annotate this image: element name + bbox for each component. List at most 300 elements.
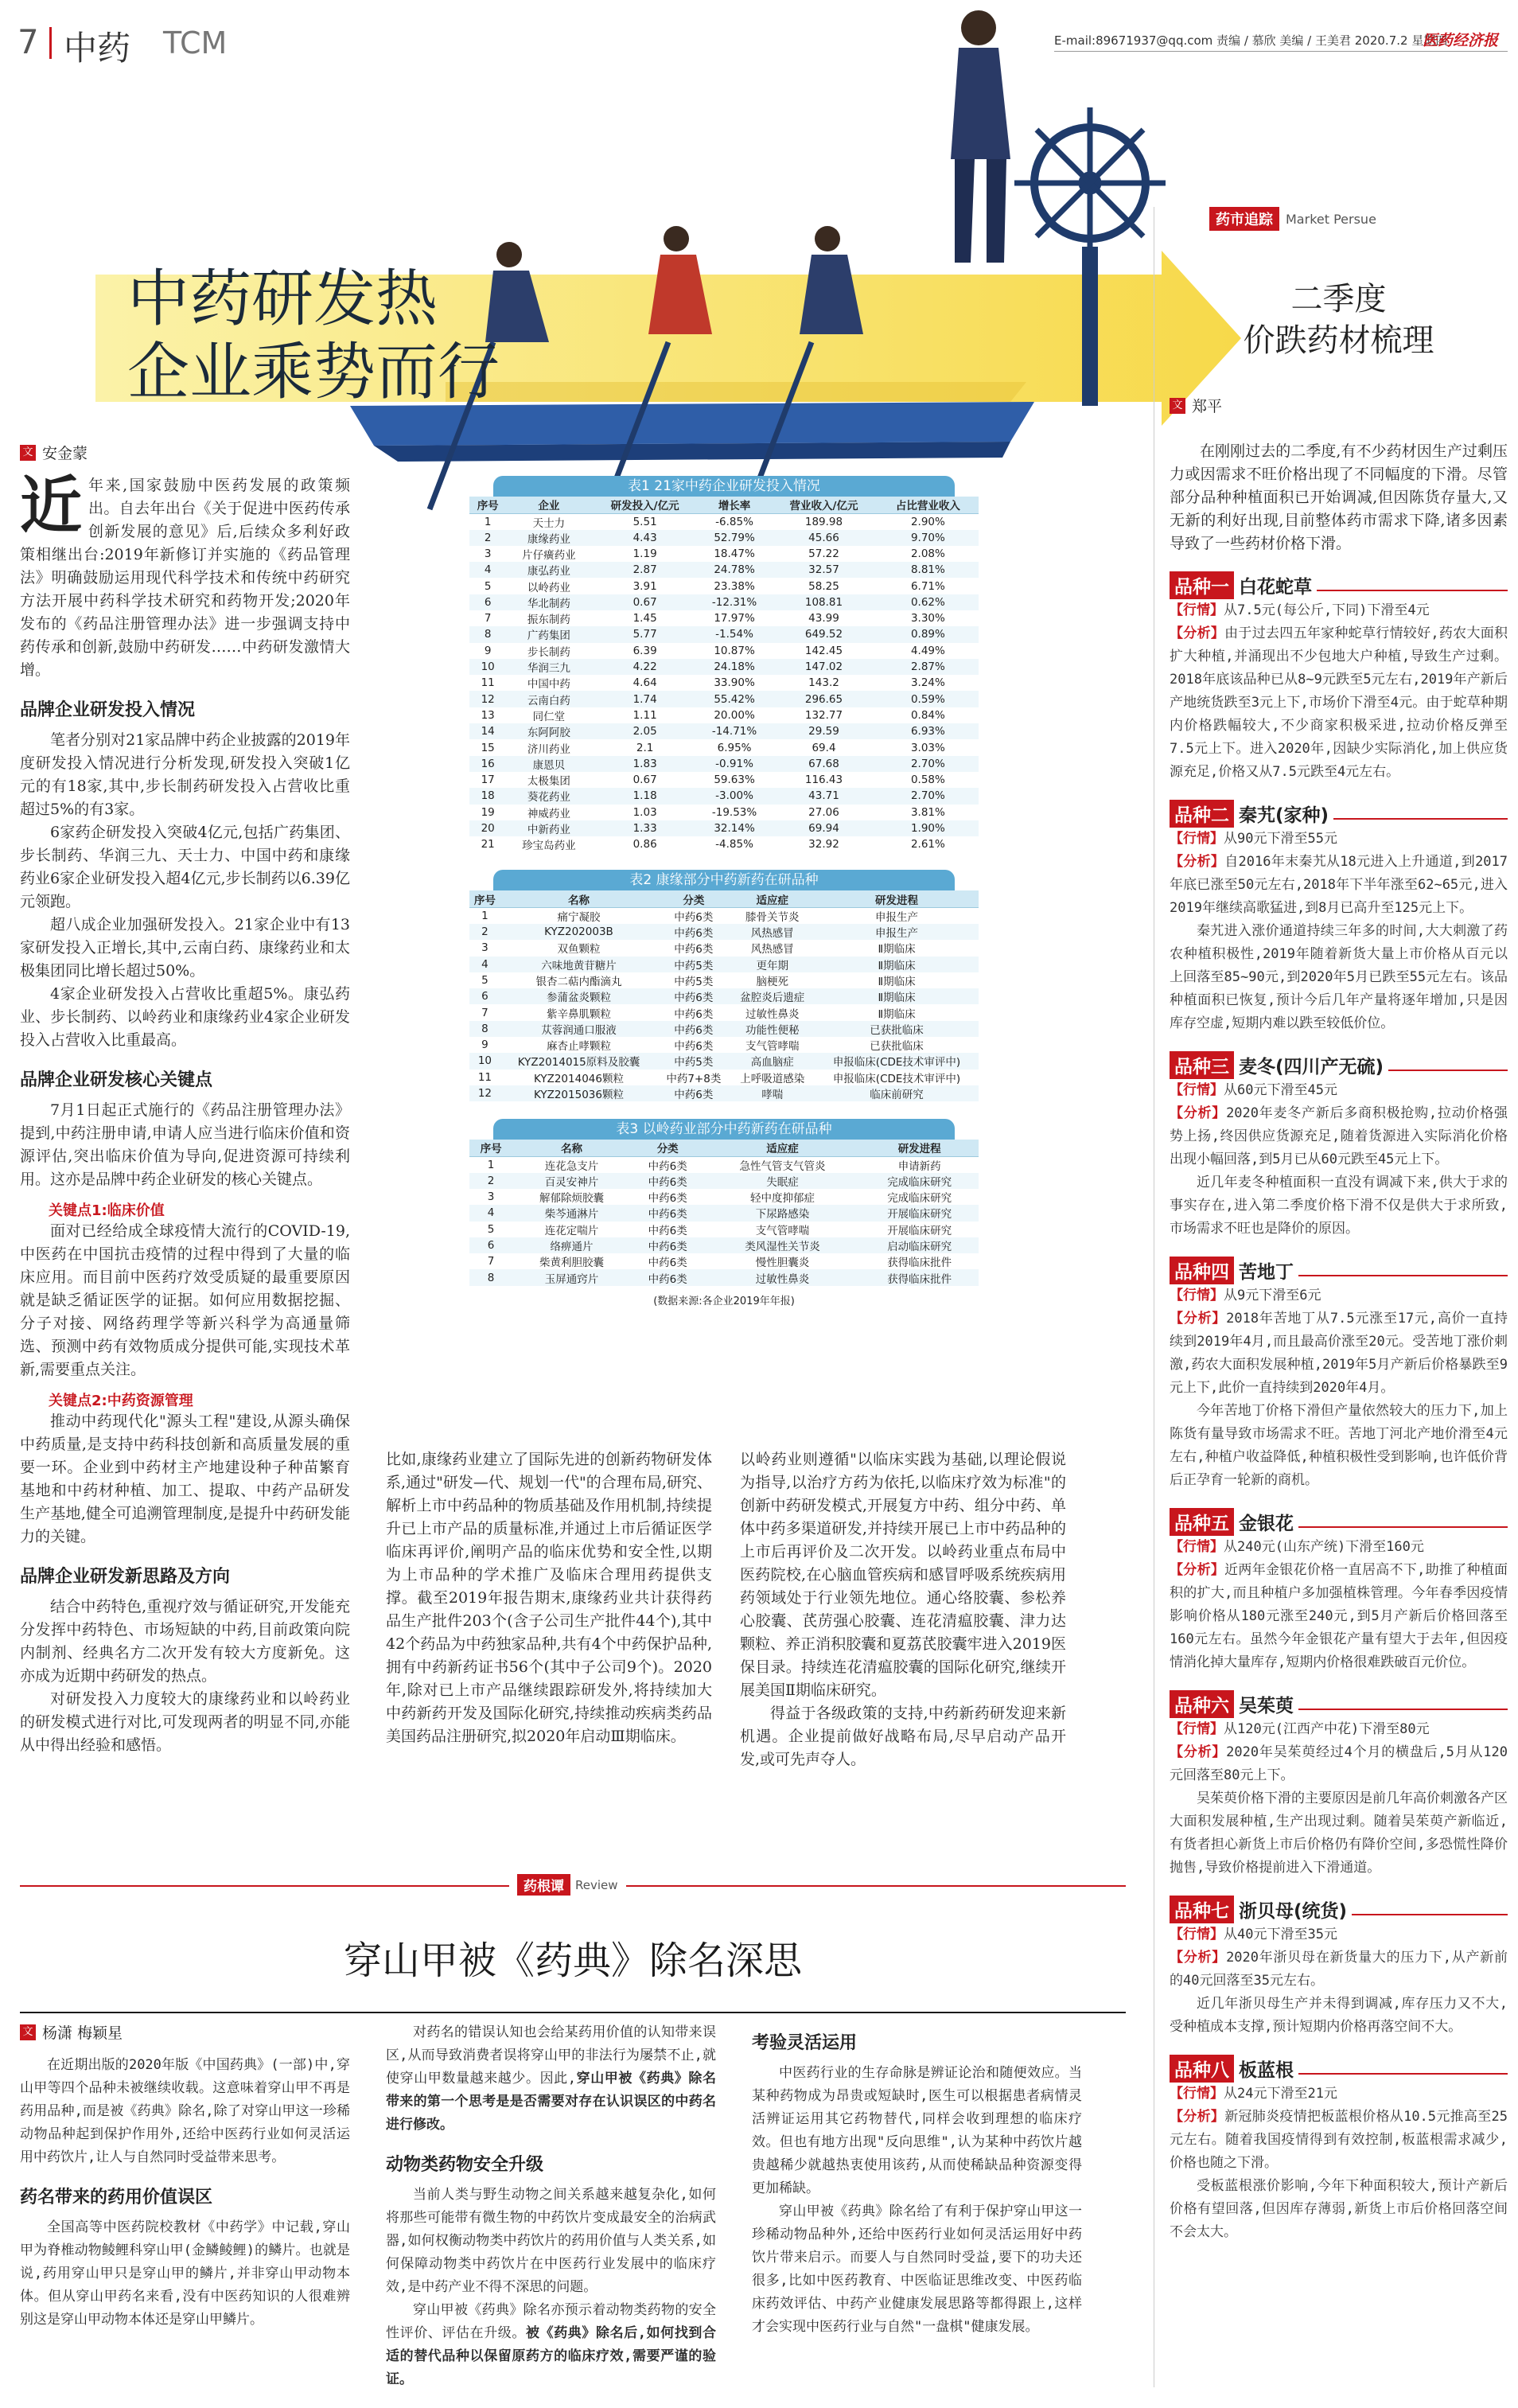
drug-heading: [1170, 571, 1508, 599]
table-cell: 147.02: [770, 659, 878, 675]
table-cell: 云南白药: [506, 691, 591, 707]
table-cell: 6.93%: [878, 723, 979, 739]
table-header-cell: 增长率: [699, 497, 770, 513]
table-cell: 2.70%: [878, 788, 979, 804]
table-cell: 葵花药业: [506, 788, 591, 804]
drug-analysis: 【分析】自2016年末秦艽从18元进入上升通道,到2017年底已涨至50元左右,2018年下半年涨至62~65元,进入2019年继续高歌猛进,到8月已高升至125元上下。: [1170, 854, 1508, 916]
drug-name: 金银花: [1239, 1514, 1294, 1534]
main-left-column: [20, 442, 350, 1757]
table-cell: 完成临床研究: [887, 1192, 952, 1206]
table-cell: 5.77: [591, 626, 699, 642]
drug-name: 吴茱萸: [1239, 1696, 1294, 1716]
table-cell: 失眠症: [705, 1173, 861, 1189]
table-cell: 济川药业: [527, 742, 570, 756]
table-cell: KYZ202003B: [500, 924, 657, 940]
subhead-2: 品牌企业研发核心关键点: [20, 1070, 213, 1090]
table-cell: 东阿阿胶: [506, 723, 591, 739]
data-source: (数据来源:各企业2019年年报): [653, 1295, 795, 1307]
table-cell: -4.85%: [715, 838, 753, 851]
table-cell: 108.81: [770, 594, 878, 610]
table-cell: 0.84%: [910, 708, 945, 722]
paragraph: 得益于各级政策的支持,中药新药研发迎来新机遇。企业提前做好战略布局,尽早启动产品开发,或可先声夺人。: [740, 1705, 1066, 1768]
table-cell: KYZ2015036颗粒: [500, 1085, 657, 1101]
subhead-3: 品牌企业研发新思路及方向: [20, 1567, 231, 1587]
table-cell: 33.90%: [714, 676, 755, 690]
table-cell: 32.92: [808, 838, 839, 851]
table-cell: 5: [481, 973, 488, 987]
paragraph: 笔者分别对21家品牌中药企业披露的2019年度研发投入情况进行分析发现,研发投入突破1亿元的有18家,其中,步长制药研发投入占营收比重超过5%的有3家。: [20, 731, 350, 818]
drug-extra: 秦艽进入涨价通道持续三年多的时间,大大刺激了药农种植积极性,2019年随着新货大量上市价格从百元以上回落至85~90元,到2020年5月已跌至55元左右。该品种植面积已恢复,预计今后几年产量将逐年增加,只是因库存空虚,短期内难以跌至较低价位。: [1170, 923, 1508, 1031]
table-cell: 参蒲盆炎颗粒: [500, 988, 657, 1004]
table-cell: 振东制药: [527, 614, 570, 627]
table1: [469, 497, 979, 852]
table-cell: 3.03%: [910, 741, 945, 754]
table-cell: 广药集团: [506, 626, 591, 642]
drug-extra: 近几年麦冬种植面积一直没有调减下来,供大于求的事实存在,进入第二季度价格下滑不仅是供大于求所致,市场需求不旺也是降价的原因。: [1170, 1175, 1508, 1237]
table-cell: 0.59%: [878, 691, 979, 707]
table-cell: 1.90%: [878, 820, 979, 836]
table-cell: 3: [481, 941, 488, 955]
drug-tag: 品种二: [1170, 800, 1234, 828]
table-cell: 已获批临床: [815, 1021, 979, 1037]
table-cell: 开展临床研究: [887, 1224, 952, 1237]
table-cell: 柴黄利胆胶囊: [539, 1257, 604, 1270]
table-cell: 18.47%: [714, 547, 755, 560]
drug-item: [1170, 1257, 1508, 1492]
drug-quote: 【行情】从120元(江西产中花)下滑至80元: [1170, 1721, 1430, 1737]
table-cell: 2: [469, 924, 500, 940]
table-cell: -19.53%: [711, 805, 757, 819]
table-cell: -1.54%: [699, 626, 770, 642]
table-cell: 21: [481, 838, 495, 851]
table-row: [469, 610, 979, 626]
table-cell: 1: [481, 909, 488, 922]
table-cell: 24.18%: [699, 659, 770, 675]
drug-heading: [1170, 1257, 1508, 1284]
table-cell: 连花定喘片: [544, 1224, 599, 1237]
drug-heading: [1170, 1508, 1508, 1536]
table-cell: 康弘药业: [506, 562, 591, 578]
paragraph: 对研发投入力度较大的康缘药业和以岭药业的研发模式进行对比,可发现两者的明显不同,亦能从中得出经验和感悟。: [20, 1690, 350, 1754]
table-cell: 116.43: [804, 773, 843, 787]
table-cell: 完成临床研究: [860, 1173, 979, 1189]
table-cell: 0.62%: [878, 594, 979, 610]
table-cell: 2.05: [591, 723, 699, 739]
table-header-cell: 适应症: [705, 1140, 861, 1156]
drug-heading: [1170, 800, 1508, 828]
table-cell: 1: [487, 1158, 495, 1171]
table-cell: -3.00%: [699, 788, 770, 804]
table-cell: 6.71%: [910, 579, 945, 593]
drug-name: 浙贝母(统货): [1239, 1901, 1348, 1922]
paragraph: 7月1日起正式施行的《药品注册管理办法》提到,中药注册申请,申请人应当进行临床价值和资源评估,突出临床价值为导向,促进资源可持续利用。这亦是品牌中药企业研发的核心关键点。: [20, 1101, 350, 1188]
table-row: [469, 788, 979, 804]
table-cell: 20.00%: [714, 708, 755, 722]
table-header-cell: 适应症: [730, 890, 815, 907]
table-cell: 17.97%: [714, 612, 755, 625]
table-cell: 4.49%: [910, 644, 945, 657]
table-cell: 中药6类: [674, 943, 714, 957]
table-cell: Ⅱ期临床: [878, 975, 916, 988]
header-info: E-mail:89671937@qq.com 责编 / 慕欣 美编 / 王美君 2020.7.2 星期四: [1054, 33, 1448, 48]
table-cell: 8.81%: [878, 562, 979, 578]
table-cell: 4: [469, 1205, 512, 1221]
table-cell: 649.52: [770, 626, 878, 642]
table-cell: 0.67: [591, 594, 699, 610]
table-cell: 142.45: [804, 644, 843, 657]
table-cell: -0.91%: [699, 756, 770, 772]
table-cell: 1.03: [632, 805, 657, 819]
table-header-cell: 序号: [469, 890, 500, 907]
table-cell: 更年期: [730, 957, 815, 972]
table-cell: 11: [477, 1070, 492, 1084]
table-cell: 4.22: [591, 659, 699, 675]
table-header-cell: 研发进程: [860, 1140, 979, 1156]
drug-quote: 【行情】从60元下滑至45元: [1170, 1082, 1337, 1098]
table-cell: 中药6类: [631, 1173, 705, 1189]
drop-cap: 近: [20, 470, 83, 542]
market-kicker: 药市追踪 Market Persue: [1209, 207, 1508, 231]
table-cell: 痛宁凝胶: [557, 910, 601, 924]
table-cell: 43.71: [770, 788, 878, 804]
paragraph: 在近期出版的2020年版《中国药典》(一部)中,穿山甲等四个品种未被继续收载。这意味着穿山甲不再是药用品种,而是被《药典》除名,除了对穿山甲这一珍稀动物品种起到保护作用外,还给中医药行业如何灵活运用中药饮片,让人与自然同时受益带来思考。: [20, 2057, 350, 2165]
table-cell: 下尿路感染: [705, 1205, 861, 1221]
table-cell: 中药6类: [674, 1007, 714, 1021]
table-cell: 0.58%: [910, 773, 945, 787]
table-cell: 1.18: [591, 788, 699, 804]
table-cell: 1.45: [632, 612, 657, 625]
table-row: [469, 1269, 979, 1285]
table-cell: 3: [484, 547, 492, 560]
table-cell: 银杏二萜内酯滴丸: [535, 975, 622, 988]
table-cell: 珍宝岛药业: [522, 840, 576, 853]
table-cell: 苁蓉润通口服液: [500, 1021, 657, 1037]
table-cell: 12: [469, 691, 506, 707]
drug-tag: 品种七: [1170, 1896, 1234, 1923]
table-cell: 15: [481, 741, 495, 754]
table-cell: 中药6类: [657, 1021, 730, 1037]
market-intro: 在刚刚过去的二季度,有不少药材因生产过剩压力或因需求不旺价格出现了不同幅度的下滑。尽管部分品种种植面积已开始调减,但因陈货存量大,又无新的利好出现,目前整体药市需求下降,诸多因素导致了一些药材价格下滑。: [1170, 442, 1508, 552]
drug-name: 麦冬(四川产无硫): [1239, 1057, 1384, 1077]
table-cell: 43.99: [808, 612, 839, 625]
drug-tag: 品种三: [1170, 1051, 1234, 1079]
table-cell: 太极集团: [527, 775, 570, 789]
table-row: [469, 691, 979, 707]
drug-item: [1170, 800, 1508, 1035]
drug-name: 板蓝根: [1239, 2060, 1294, 2081]
table-cell: 3.81%: [910, 805, 945, 819]
table-header-cell: 研发进程: [815, 890, 979, 907]
table-cell: 8: [469, 1269, 512, 1285]
table-cell: 4.43: [591, 530, 699, 546]
table-cell: 柴芩通淋片: [512, 1205, 631, 1221]
table-cell: 2: [469, 1173, 512, 1189]
table-cell: 5.51: [632, 515, 657, 528]
table-cell: -14.71%: [699, 723, 770, 739]
table-cell: 六味地黄苷糖片: [500, 957, 657, 972]
table-cell: 5: [487, 1222, 495, 1236]
table-cell: 风热感冒: [750, 943, 794, 957]
table-cell: 18: [469, 788, 506, 804]
drug-quote: 【行情】从7.5元(每公斤,下同)下滑至4元: [1170, 602, 1430, 618]
table-cell: 57.22: [808, 547, 839, 560]
drug-item: [1170, 1508, 1508, 1674]
drug-tag: 品种八: [1170, 2055, 1234, 2083]
table-cell: 过敏性鼻炎: [705, 1269, 861, 1285]
table-row: [469, 907, 979, 924]
table-cell: KYZ2014046颗粒: [533, 1072, 624, 1085]
table-cell: 中药5类: [674, 975, 714, 988]
table-row: [469, 707, 979, 723]
table-cell: 申请新药: [897, 1159, 941, 1173]
table-row: [469, 1156, 979, 1173]
paragraph: 结合中药特色,重视疗效与循证研究,开发能充分发挥中药特色、市场短缺的中药,目前政策向院内制剂、经典名方二次开发有较大方度新免。这亦成为近期中药研发的热点。: [20, 1598, 350, 1685]
table-row: [469, 972, 979, 988]
table-row: [469, 1237, 979, 1253]
table-cell: -6.85%: [715, 515, 753, 528]
paragraph: 面对已经给成全球疫情大流行的COVID-19,中医药在中国抗击疫情的过程中得到了大量的临床应用。而目前中医药疗效受质疑的最重要原因就是缺乏循证医学的证据。如何应用数据挖掘、分子对接、网络药理学等新兴科学为高通量筛选、预测中药有效物质成分提供可能,实现技术革新,需要重点关注。: [20, 1222, 350, 1378]
drug-item: [1170, 1690, 1508, 1880]
table-cell: 中药6类: [657, 924, 730, 940]
market-sidebar: [1170, 207, 1508, 2244]
table-cell: 0.67: [632, 773, 657, 787]
table-row: [469, 988, 979, 1004]
table-cell: 双鱼颗粒: [557, 943, 601, 957]
drug-analysis: 【分析】2020年吴茱萸经过4个月的横盘后,5月从120元回落至80元上下。: [1170, 1744, 1508, 1783]
table-header-cell: 企业: [506, 497, 591, 513]
table-cell: 连花急支片: [544, 1159, 599, 1173]
table-cell: 中国中药: [527, 678, 570, 692]
table-cell: 8: [469, 626, 506, 642]
table-cell: 中药6类: [674, 1040, 714, 1054]
table-cell: 百灵安神片: [512, 1173, 631, 1189]
table-cell: 32.14%: [699, 820, 770, 836]
table-cell: 9: [481, 1038, 488, 1052]
table-row: [469, 756, 979, 772]
paragraph: 对药名的错误认知也会给某药用价值的认知带来误区,从而导致消费者误将穿山甲的非法行为屡禁不止,就使穿山甲数量越来越少。因此,穿山甲被《药典》除名带来的第一个思考是是否需要对存在认识误区的中药名进行修改。: [386, 2024, 717, 2133]
table-row: [469, 836, 979, 852]
table-cell: 55.42%: [699, 691, 770, 707]
table-row: [469, 1004, 979, 1020]
table-cell: 获得临床批件: [887, 1257, 952, 1270]
table-cell: 6: [469, 1237, 512, 1253]
drug-analysis: 【分析】近两年金银花价格一直居高不下,助推了种植面积的扩大,而且种植户多加强植株管理。今年春季因疫情影响价格从180元涨至240元,到5月产新后价格回落至160元左右。虽然今年金银花产量有望大于去年,但因疫情消化掉大量库存,短期内价格很难跌破百元价位。: [1170, 1562, 1508, 1670]
review-title: 穿山甲被《药典》除名深思: [343, 1938, 802, 1983]
paragraph: 比如,康缘药业建立了国际先进的创新药物研发体系,通过"研发—代、规划一代"的合理布局,研究、解析上市中药品种的物质基础及作用机制,持续提升已上市产品的质量标准,并通过上市后循证医学临床再评价,阐明产品的临床优势和安全性,以期为上市品种的学术推广及临床合理用药提供支撑。截至2019年报告期末,康缘药业共计获得药品生产批件203个(含子公司生产批件44个),其中42个药品为中药独家品种,共有4个中药保护品种,拥有中药新药证书56个(其中子公司9个)。2020年,除对已上市产品继续跟踪研发外,将持续加大中药新药开发及国际化研究,持续推动疾病类药品美国药品注册研究,拟2020年启动Ⅲ期临床。: [386, 1451, 712, 1745]
table-row: [469, 626, 979, 642]
drug-quote: 【行情】从40元下滑至35元: [1170, 1927, 1337, 1942]
table-row: [469, 940, 979, 956]
table-cell: 1.74: [591, 691, 699, 707]
table-row: [469, 1173, 979, 1189]
table3: [469, 1140, 979, 1286]
table-cell: 类风湿性关节炎: [705, 1237, 861, 1253]
drug-quote: 【行情】从24元下滑至21元: [1170, 2086, 1337, 2102]
table-cell: 络痹通片: [512, 1237, 631, 1253]
table-cell: 32.57: [770, 562, 878, 578]
review-byline: 文 杨潇 梅颖星: [20, 2021, 350, 2043]
table-cell: 中药6类: [631, 1205, 705, 1221]
headline: [127, 263, 500, 409]
table2-title: 表2 康缘部分中药新药在研品种: [493, 870, 955, 890]
drug-heading: [1170, 1690, 1508, 1718]
table-header-cell: 名称: [500, 890, 657, 907]
table-row: [469, 1253, 979, 1269]
drug-name: 白花蛇草: [1239, 577, 1312, 598]
table-row: [469, 1085, 979, 1101]
table-cell: 14: [469, 723, 506, 739]
table-cell: 4: [469, 562, 506, 578]
table-cell: 10.87%: [714, 644, 755, 657]
table-row: [469, 1021, 979, 1037]
table-cell: 中新药业: [506, 820, 591, 836]
table-cell: 3.91: [632, 579, 657, 593]
section-name-en: TCM: [163, 25, 228, 60]
table-cell: 神威药业: [527, 807, 570, 820]
table-cell: 慢性胆囊炎: [755, 1257, 810, 1270]
drug-quote: 【行情】从240元(山东产统)下滑至160元: [1170, 1539, 1424, 1555]
table-row: [469, 643, 979, 659]
table-row: [469, 675, 979, 691]
review-section: [20, 1874, 1126, 2013]
table-cell: 2.61%: [910, 838, 945, 851]
table-cell: 中药5类: [657, 957, 730, 972]
table-cell: 12: [469, 1085, 500, 1101]
table-cell: 69.4: [812, 741, 836, 754]
table-row: [469, 1037, 979, 1053]
table-cell: 7: [484, 612, 492, 625]
table-cell: 支气管哮喘: [755, 1224, 810, 1237]
table-cell: 中药5类: [657, 1053, 730, 1069]
paragraph: 全国高等中医药院校教材《中药学》中记载,穿山甲为脊椎动物鲮鲤科穿山甲(金鳞鲮鲤)的鳞片。也就是说,药用穿山甲只是穿山甲的鳞片,并非穿山甲动物本体。但从穿山甲药名来看,没有中医药知识的人很难辨别这是穿山甲动物本体还是穿山甲鳞片。: [20, 2219, 350, 2328]
table-cell: Ⅱ期临床: [878, 1007, 916, 1021]
table-row: [469, 805, 979, 820]
table-cell: 风热感冒: [730, 924, 815, 940]
table-cell: 2.1: [636, 741, 654, 754]
drug-extra: 今年苦地丁价格下滑但产量依然较大的压力下,加上陈货有量导致市场需求不旺。苦地丁河北产地价滑至4元左右,种植户收益降低,种植积极性受到影响,也许低价背后正孕育一轮新的商机。: [1170, 1403, 1508, 1488]
drug-quote: 【行情】从90元下滑至55元: [1170, 831, 1337, 847]
table-cell: 急性气管支气管炎: [739, 1159, 826, 1173]
table-cell: 中药6类: [648, 1159, 687, 1173]
table-cell: 3.24%: [910, 676, 945, 690]
table-cell: Ⅱ期临床: [815, 957, 979, 972]
table2: [469, 890, 979, 1101]
table-cell: 67.68: [770, 756, 878, 772]
table-cell: 2.87%: [878, 659, 979, 675]
drug-item: [1170, 2055, 1508, 2244]
table-header-cell: 序号: [469, 497, 506, 513]
review-subhead-3: 考验灵活运用: [752, 2033, 858, 2053]
table3-title: 表3 以岭药业部分中药新药在研品种: [493, 1119, 955, 1140]
table-row: [469, 546, 979, 562]
drug-name: 苦地丁: [1239, 1262, 1294, 1283]
table-cell: 中药6类: [631, 1237, 705, 1253]
drug-extra: 受板蓝根涨价影响,今年下种面积较大,预计产新后价格有望回落,但因库存薄弱,新货上市后价格回落空间不会太大。: [1170, 2178, 1508, 2240]
table-cell: 1.19: [632, 547, 657, 560]
table-cell: 同仁堂: [532, 710, 566, 723]
review-subhead-1: 药名带来的药用价值误区: [20, 2188, 213, 2207]
table-cell: 中药6类: [648, 1192, 687, 1206]
table-header-cell: 营业收入/亿元: [770, 497, 878, 513]
table-cell: 2: [469, 530, 506, 546]
table-cell: 获得临床批件: [860, 1269, 979, 1285]
table-cell: 申报临床(CDE技术审评中): [815, 1053, 979, 1069]
table-cell: 4: [469, 957, 500, 972]
table-cell: 中药6类: [648, 1257, 687, 1270]
table-row: [469, 530, 979, 546]
table-cell: 申报临床(CDE技术审评中): [832, 1072, 961, 1085]
drug-name: 秦艽(家种): [1239, 805, 1329, 826]
table-cell: 143.2: [808, 676, 839, 690]
table-row: [469, 562, 979, 578]
table-cell: 启动临床研究: [860, 1237, 979, 1253]
table-cell: 45.66: [770, 530, 878, 546]
table-cell: 以岭药业: [527, 581, 570, 594]
page-number: 7: [18, 22, 39, 61]
key-point-1: 关键点1:临床价值: [49, 1202, 165, 1219]
table-cell: 9.70%: [878, 530, 979, 546]
table-cell: 189.98: [804, 515, 843, 528]
table-cell: 步长制药: [527, 645, 570, 659]
table-cell: 4.64: [632, 676, 657, 690]
byline: 文 安金蒙: [20, 442, 350, 463]
table-cell: 片仔癀药业: [522, 548, 576, 562]
table-cell: 高血脑症: [730, 1053, 815, 1069]
table-cell: 1.33: [591, 820, 699, 836]
key-point-2: 关键点2:中药资源管理: [49, 1393, 193, 1409]
table-cell: 17: [481, 773, 495, 787]
table-cell: 6: [469, 988, 500, 1004]
drug-heading: [1170, 1051, 1508, 1079]
drug-tag: 品种四: [1170, 1257, 1234, 1284]
table-cell: 支气管哮喘: [745, 1040, 800, 1054]
table-cell: 52.79%: [699, 530, 770, 546]
table-cell: 7: [481, 1006, 488, 1019]
table-cell: Ⅱ期临床: [815, 988, 979, 1004]
table-cell: 3.30%: [910, 612, 945, 625]
drug-extra: 近几年浙贝母生产并未得到调减,库存压力又不大,受种植成本支撑,预计短期内价格再落空间不大。: [1170, 1996, 1508, 2035]
review-col-3: [752, 2021, 1082, 2339]
headline-line2: 企业乘势而行: [127, 337, 500, 408]
paragraph: 以岭药业则遵循"以临床实践为基础,以理论假说为指导,以治疗方药为依托,以临床疗效为标准"的创新中药研发模式,开展复方中药、组分中药、单体中药多渠道研发,并持续开展已上市中药品种的上市后再评价及二次开发。以岭药业重点布局中医药院校,在心脑血管疾病和感冒呼吸系统疾病用药领域处于行业领先地位。通心络胶囊、参松养心胶囊、芪苈强心胶囊、连花清瘟胶囊、津力达颗粒、养正消积胶囊和夏荔芪胶囊牢进入2019医保目录。持续连花清瘟胶囊的国际化研究,继续开展美国Ⅱ期临床研究。: [740, 1451, 1066, 1699]
table-cell: 麻杏止哮颗粒: [546, 1040, 611, 1054]
table-cell: 5: [484, 579, 492, 593]
table-cell: 24.78%: [699, 562, 770, 578]
drug-list: [1170, 571, 1508, 2244]
table-row: [469, 513, 979, 530]
drug-analysis: 【分析】由于过去四五年家种蛇草行情较好,药农大面积扩大种植,并涌现出不少包地大户种植,导致生产过剩。2018年底该品种已从8~9元跌至5元左右,2019年产新后产地统货跌至3元上下,市场价下滑至4元。由于蛇草种期内价格跌幅较大,不少商家积极采进,拉动价格反弹至7.5元上下。进入2020年,因缺少实际消化,加上供应货源充足,价格又从7.5元跌至4元左右。: [1170, 625, 1508, 780]
table-row: [469, 772, 979, 788]
table-cell: 6.95%: [717, 741, 752, 754]
table-row: [469, 1205, 979, 1221]
drug-analysis: 【分析】2020年麦冬产新后多商积极抢购,拉动价格强势上扬,终因供应货源充足,随着货源进入实际消化价格出现小幅回落,到5月已从60元跌至45元上下。: [1170, 1105, 1508, 1167]
review-subhead-2: 动物类药物安全升级: [386, 2155, 544, 2175]
captain-figure: [951, 10, 1010, 263]
table-cell: 1: [484, 515, 492, 528]
table-cell: 1.11: [632, 708, 657, 722]
main-middle-column: [386, 1448, 712, 1748]
drug-item: [1170, 1896, 1508, 2039]
table-cell: 功能性便秘: [730, 1021, 815, 1037]
paragraph: 当前人类与野生动物之间关系越来越复杂化,如何将那些可能带有微生物的中药饮片变成最安全的治病武器,如何权衡动物类中药饮片的药用价值与人类关系,如何保障动物类中药饮片在中医药行业发展中的临床疗效,是中药产业不得不深思的问题。: [386, 2187, 716, 2295]
table-cell: 华润三九: [506, 659, 591, 675]
table-cell: 2.87: [591, 562, 699, 578]
headline-line1: 中药研发热: [127, 263, 438, 335]
lead-paragraph: 年来,国家鼓励中医药发展的政策频出。自去年出台《关于促进中医药传承创新发展的意见》后,后续众多利好政策相继出台:2019年新修订并实施的《药品管理法》明确鼓励运用现代科学技术和传统中药研究方法开展中药科学技术研究和药物开发;2020年发布的《药品注册管理办法》进一步强调支持中药传承和创新,鼓励中药研发……中药研发激情大增。: [20, 477, 350, 679]
drug-tag: 品种五: [1170, 1508, 1234, 1536]
table-cell: 27.06: [808, 805, 839, 819]
table-cell: 中药6类: [631, 1269, 705, 1285]
